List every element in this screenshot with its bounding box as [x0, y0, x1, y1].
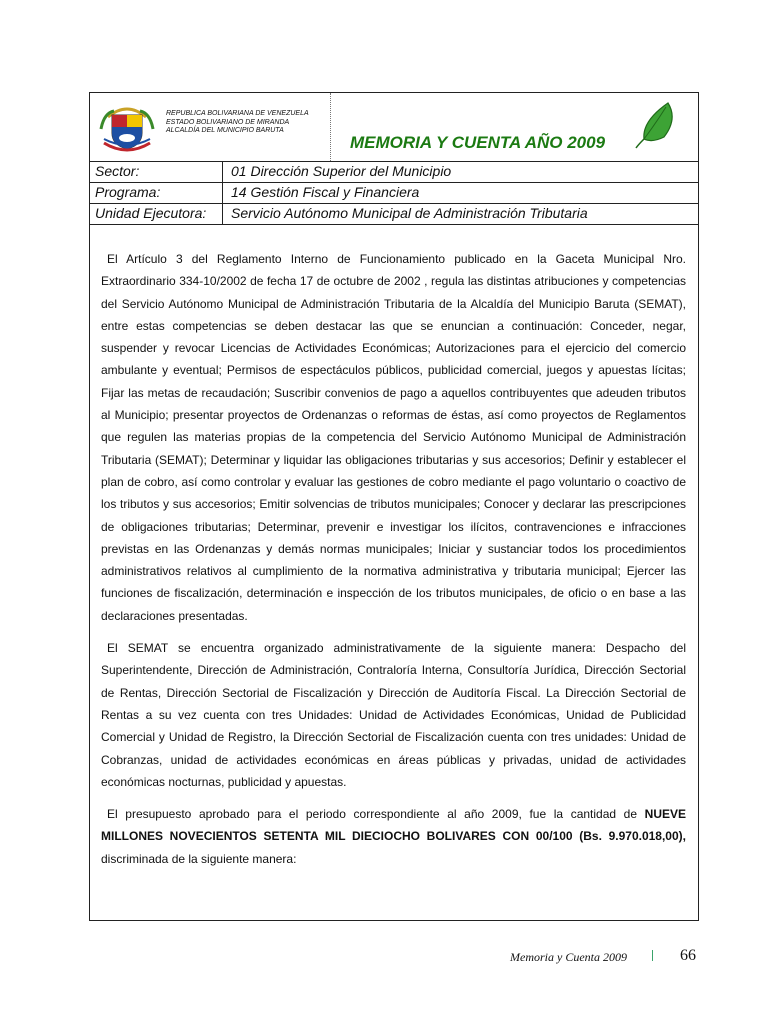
- leaf-icon: [634, 99, 676, 149]
- document-body: [101, 248, 686, 880]
- programa-value: 14 Gestión Fiscal y Financiera: [231, 184, 420, 200]
- header-divider: [330, 93, 331, 161]
- info-row-sector: [90, 162, 698, 183]
- header: [90, 93, 698, 162]
- gov-line-1: REPUBLICA BOLIVARIANA DE VENEZUELA: [166, 110, 309, 117]
- paragraph-3-text: El presupuesto aprobado para el periodo correspondiente al año 2009, fue la cantidad de: [107, 807, 645, 822]
- page-footer: [0, 948, 768, 968]
- info-table: [90, 162, 698, 225]
- info-row-unidad: [90, 204, 698, 225]
- info-row-programa: [90, 183, 698, 204]
- document-frame: [89, 92, 699, 921]
- gov-line-3: ALCALDÍA DEL MUNICIPIO BARUTA: [166, 127, 284, 134]
- paragraph-3: [101, 803, 686, 870]
- footer-text: Memoria y Cuenta 2009: [510, 950, 627, 964]
- paragraph-2: El SEMAT se encuentra organizado administrativamente de la siguiente manera: Despacho del Superintendente, Dirección de Administración, Contraloría Interna, Consultoría Jurídica, Dirección Sectorial de Rentas, Dirección Sectorial de Fiscalización y Dirección de Auditoría Fiscal. La Dirección Sectorial de Rentas a su vez cuenta con tres Unidades: Unidad de Actividades Económicas, Unidad de Publicidad Comercial y Unidad de Registro, la Dirección Sectorial de Fiscalización cuenta con tres unidades: Unidad de Cobranzas, unidad de actividades económicas en áreas públicas y privadas, unidad de actividades económicas nocturnas, publicidad y apuestas.: [101, 641, 686, 789]
- sector-label: Sector:: [90, 162, 223, 182]
- budget-amount: NUEVE MILLONES NOVECIENTOS SETENTA MIL DIECIOCHO BOLIVARES CON 00/100 (Bs. 9.970.018,00),: [101, 807, 686, 844]
- government-header: [166, 110, 309, 136]
- footer-divider: [652, 950, 653, 961]
- document-title: MEMORIA Y CUENTA AÑO 2009: [350, 133, 606, 152]
- programa-label: Programa:: [90, 183, 223, 203]
- sector-value: 01 Dirección Superior del Municipio: [231, 163, 452, 179]
- unidad-label: Unidad Ejecutora:: [90, 204, 223, 224]
- coat-of-arms-icon: [98, 99, 156, 155]
- paragraph-3-end: discriminada de la siguiente manera:: [101, 851, 297, 866]
- paragraph-1: El Artículo 3 del Reglamento Interno de Funcionamiento publicado en la Gaceta Municipal Nro. Extraordinario 334-10/2002 de fecha 17 de octubre de 2002 , regula las distintas atribuciones y competencias del Servicio Autónomo Municipal de Administración Tributaria de la Alcaldía del Municipio Baruta (SEMAT), entre estas competencias se deben destacar las que se enuncian a continuación: Conceder, negar, suspender y revocar Licencias de Actividades Económicas; Autorizaciones para el ejercicio del comercio ambulante y eventual; Permisos de espectáculos públicos, publicidad comercial, juegos y apuestas lícitas; Fijar las metas de recaudación; Suscribir convenios de pago a aquellos contribuyentes que adeuden tributos al Municipio; presentar proyectos de Ordenanzas o reformas de éstas, así como proyectos de Reglamentos que regulen las materias propias de la competencia del Servicio Autónomo Municipal de Administración Tributaria (SEMAT); Determinar y liquidar las obligaciones tributarias y sus accesorios; Definir y establecer el plan de cobro, así como controlar y evaluar las gestiones de cobro mediante el pago voluntario o coactivo de los tributos y sus accesorios; Emitir solvencias de tributos municipales; Conocer y declarar las prescripciones de obligaciones tributarias; Determinar, prevenir e investigar los ilícitos, contravenciones e infracciones previstas en las Ordenanzas y demás normas municipales; Iniciar y sustanciar todos los procedimientos administrativos relativos al cumplimiento de la normativa administrativa y tributaria municipal; Ejercer las funciones de fiscalización, determinación e inspección de los tributos municipales, de oficio o en base a las declaraciones presentadas.: [101, 252, 686, 623]
- page-number: 66: [680, 947, 696, 964]
- gov-line-2: ESTADO BOLIVARIANO DE MIRANDA: [166, 118, 290, 126]
- unidad-value: Servicio Autónomo Municipal de Administración Tributaria: [231, 205, 588, 221]
